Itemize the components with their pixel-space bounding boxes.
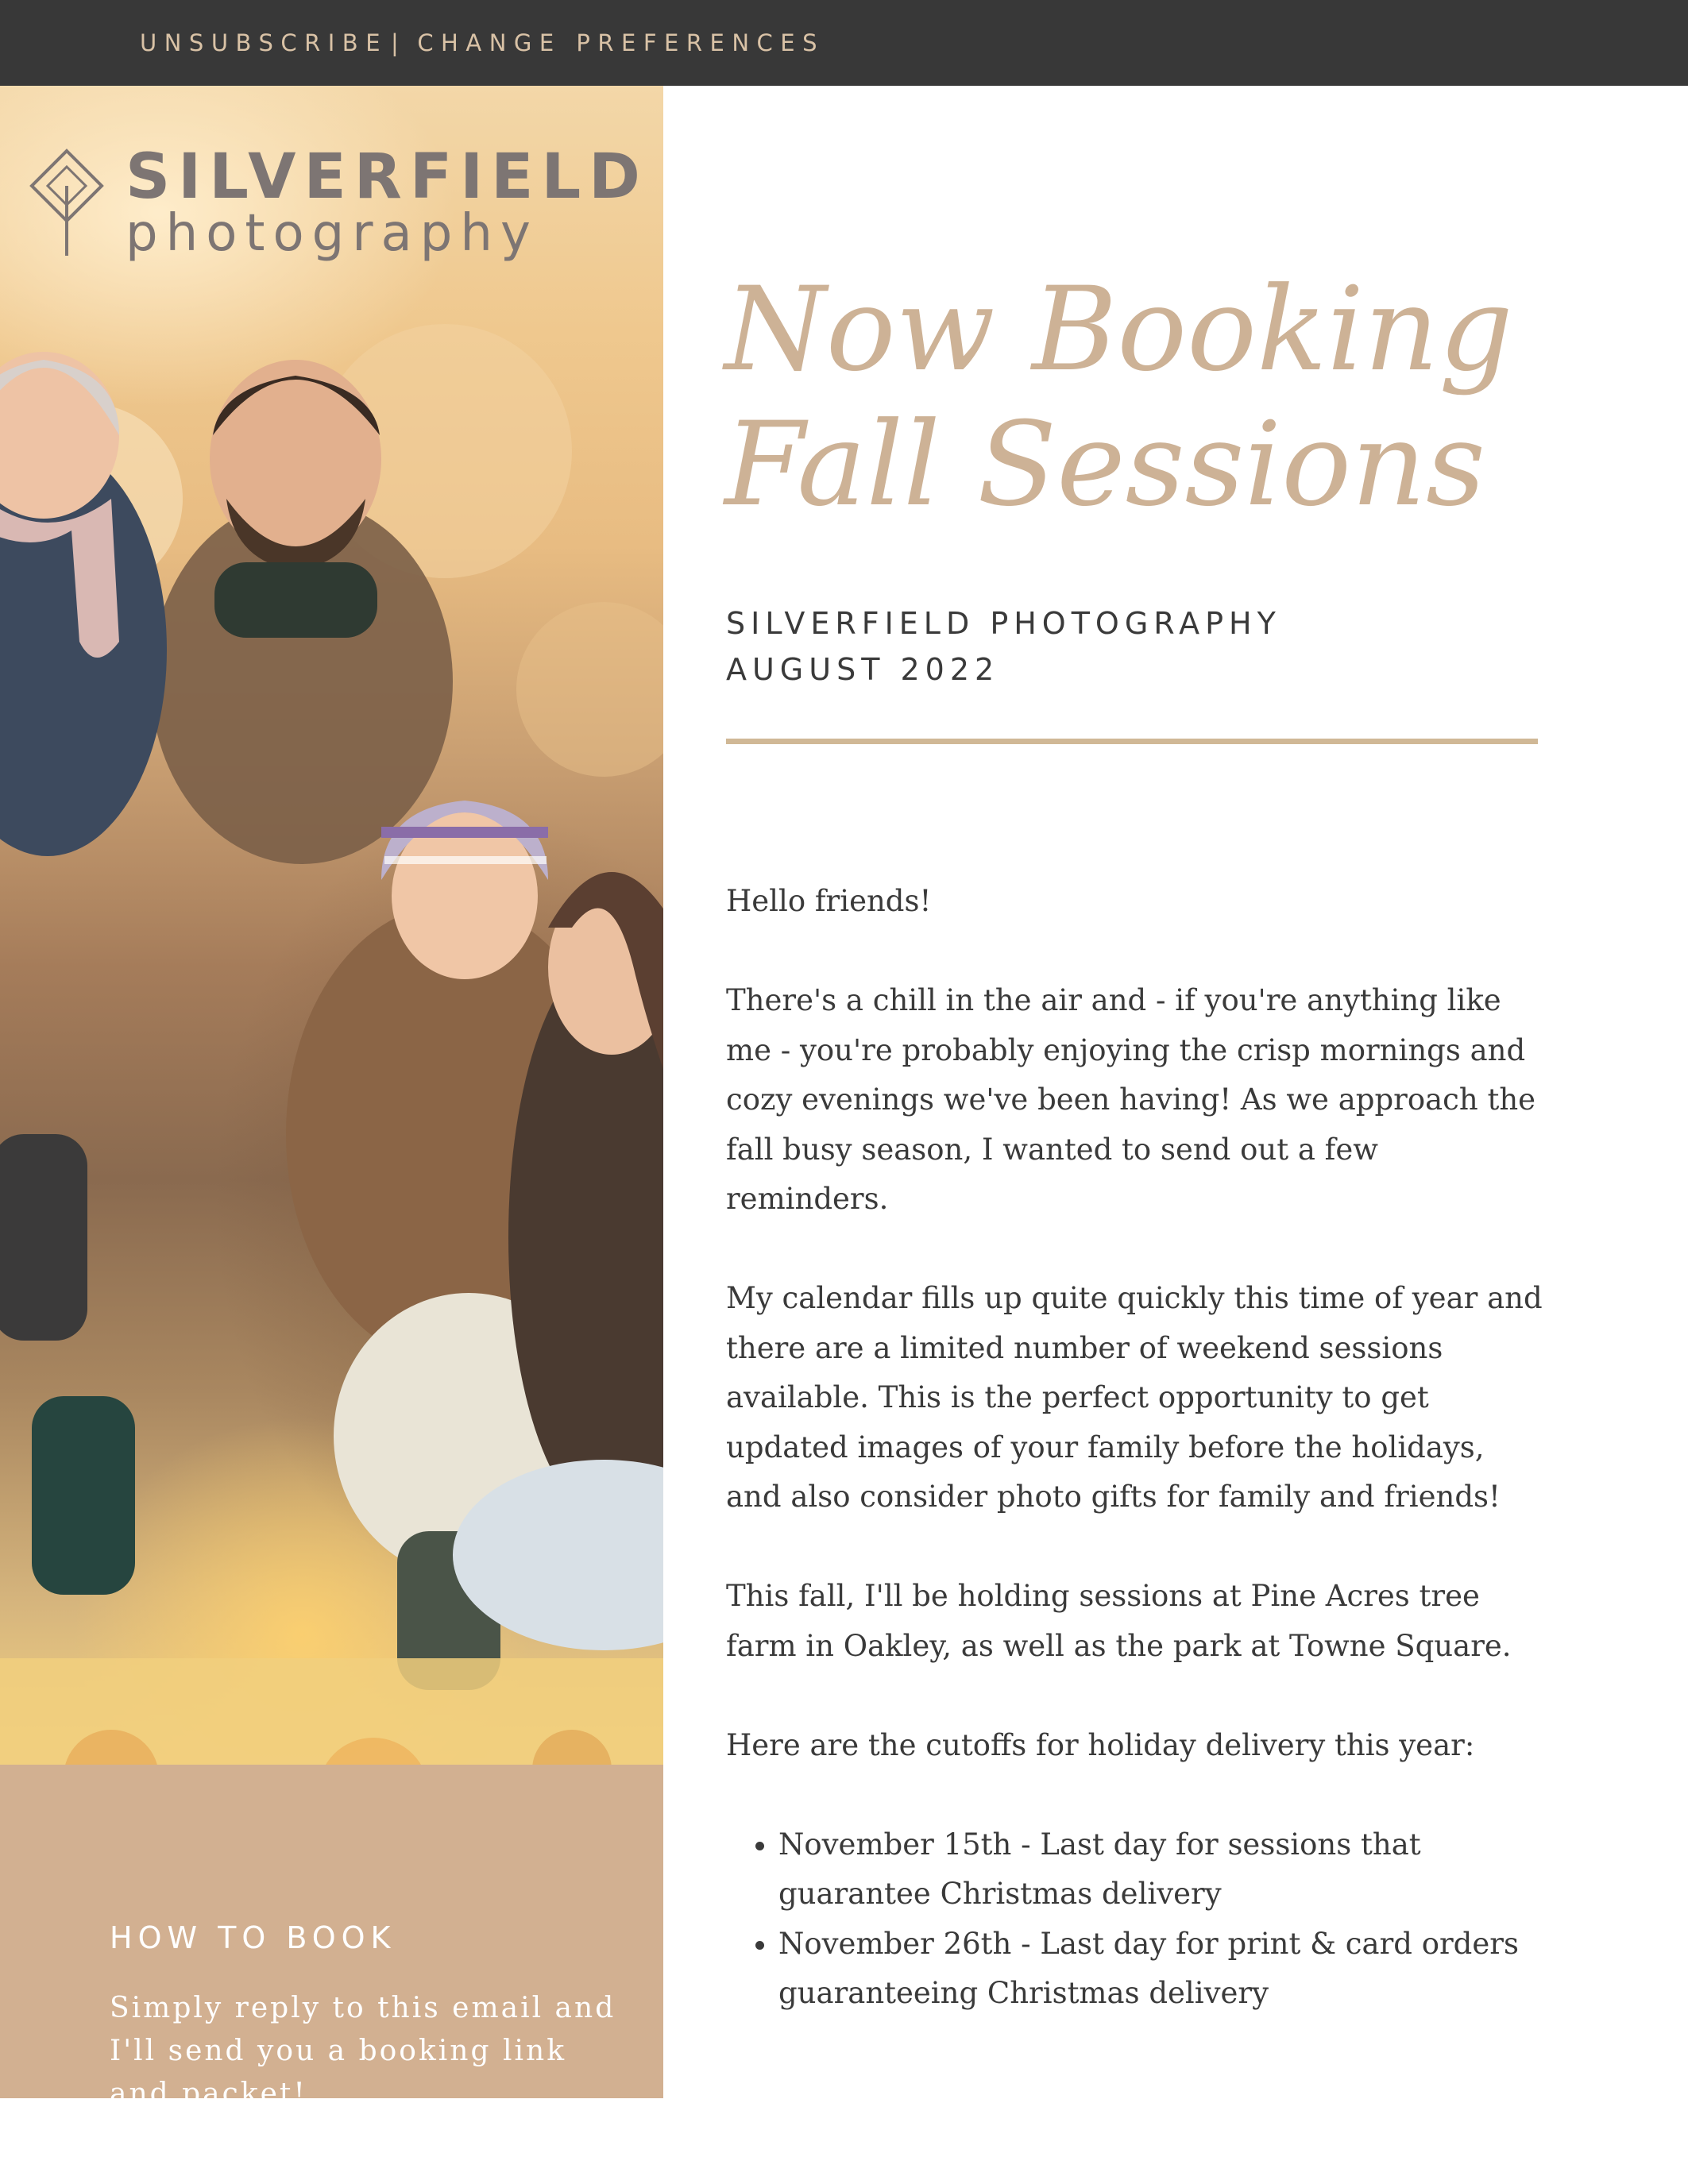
email-preferences-links <box>140 29 825 57</box>
family-photo-illustration <box>0 86 663 1850</box>
unsubscribe-link[interactable]: UNSUBSCRIBE <box>140 29 388 56</box>
diamond-tree-icon <box>29 148 105 257</box>
cutoff-item: • November 26th - Last day for print & card orders guaranteeing Christmas delivery <box>778 1920 1544 2019</box>
brand-logo <box>29 141 648 268</box>
headline-line-1: Now Booking <box>724 262 1513 397</box>
headline-line-2: Fall Sessions <box>724 397 1486 532</box>
cutoff-list <box>726 1820 1544 2019</box>
top-bar <box>0 0 1688 86</box>
sender-name: SILVERFIELD PHOTOGRAPHY <box>726 606 1281 641</box>
cutoff-item: • November 15th - Last day for sessions that guarantee Christmas delivery <box>778 1820 1544 1920</box>
logo-subtitle: photography <box>126 204 539 263</box>
email-body <box>726 877 1544 2019</box>
how-to-book-text: Simply reply to this email and I'll send you a booking link and packet! <box>110 1992 616 2110</box>
body-paragraph: Here are the cutoffs for holiday delivery this year: <box>726 1727 1475 1762</box>
logo-wordmark: SILVERFIELD <box>126 141 648 213</box>
issue-date: AUGUST 2022 <box>726 652 1000 687</box>
greeting: Hello friends! <box>726 884 932 918</box>
family-photo <box>0 86 663 1850</box>
headline <box>724 262 1662 532</box>
body-paragraph: There's a chill in the air and - if you're anything like me - you're probably enjoying the crisp mornings and cozy evenings we've been having! As we approach the fall busy season, I wanted to send out a few reminders. <box>726 983 1536 1216</box>
section-divider <box>726 739 1538 744</box>
change-preferences-link[interactable]: CHANGE PREFERENCES <box>417 29 825 56</box>
body-paragraph: My calendar fills up quite quickly this time of year and there are a limited number of weekend sessions available. This is the perfect opportunity to get updated images of your family before the holidays, and also consider photo gifts for family and friends! <box>726 1281 1543 1514</box>
newsletter-meta <box>726 600 1281 693</box>
how-to-book-title: HOW TO BOOK <box>110 1920 396 1955</box>
link-separator: | <box>391 29 407 56</box>
body-paragraph: This fall, I'll be holding sessions at Pine Acres tree farm in Oakley, as well as the park at Towne Square. <box>726 1579 1512 1663</box>
